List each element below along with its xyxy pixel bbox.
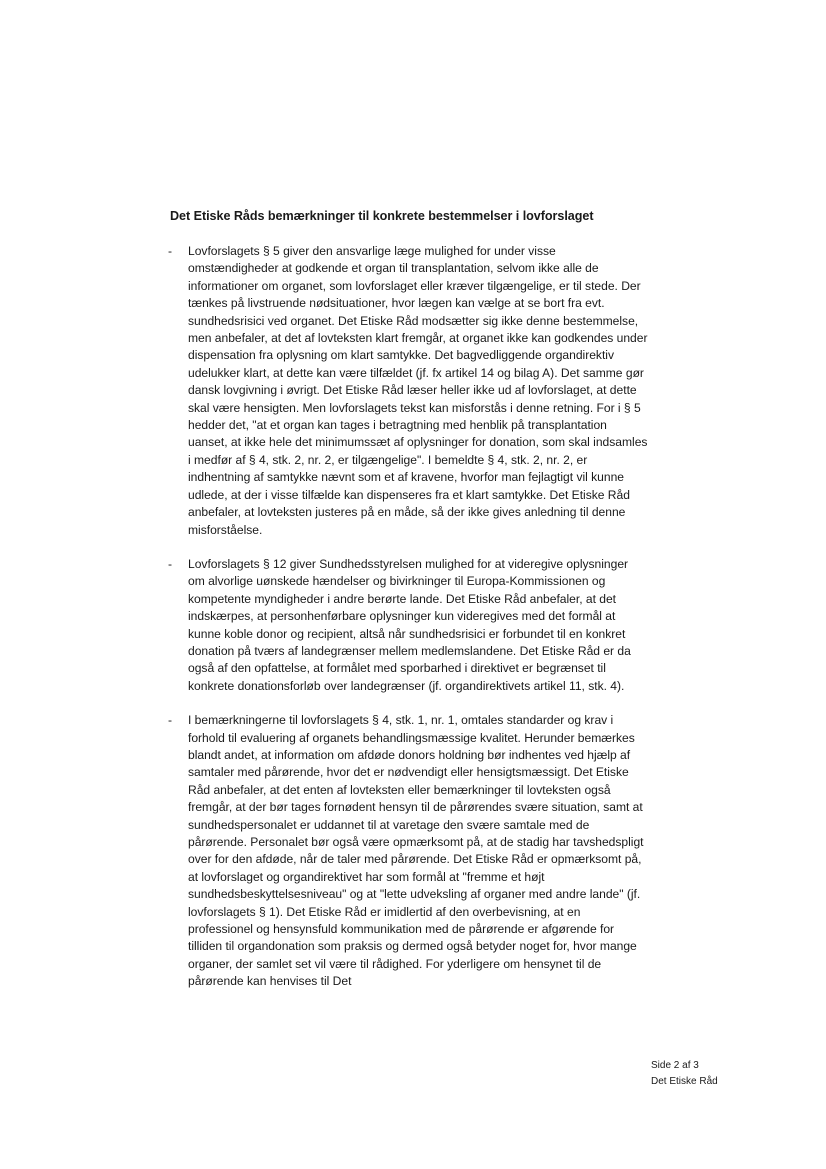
page-footer — [651, 1058, 718, 1090]
list-item — [168, 243, 648, 539]
list-item — [168, 712, 648, 991]
list-item — [168, 556, 648, 695]
list-item-text: I bemærkningerne til lovforslagets § 4, stk. 1, nr. 1, omtales standarder og krav i forhold til evaluering af organets behandlingsmæssige kvalitet. Herunder bemærkes blandt andet, at information om afdøde donors holdning bør indhentes ved hjælp af samtaler med pårørende, hvor det er nødvendigt eller hensigtsmæssigt. Det Etiske Råd anbefaler, at det enten af lovteksten eller bemærkninger til lovteksten også fremgår, at der bør tages fornødent hensyn til de pårørendes svære situation, samt at sundhedspersonalet er uddannet til at varetage den svære samtale med de pårørende. Personalet bør også være opmærksomt på, at de stadig har tavshedspligt over for den afdøde, når de taler med pårørende. Det Etiske Råd er opmærksomt på, at lovforslaget og organdirektivet har som formål at "fremme et højt sundhedsbeskyttelsesniveau" og at "lette udveksling af organer med andre lande" (jf. lovforslagets § 1). Det Etiske Råd er imidlertid af den overbevisning, at en professionel og hensynsfuld kommunikation med de pårørende er afgørende for tilliden til organdonation som praksis og dermed også betyder noget for, hvor mange organer, der samlet set vil være til rådighed. For yderligere om hensynet til de pårørende kan henvises til Det — [188, 713, 644, 989]
list-item-text: Lovforslagets § 5 giver den ansvarlige læge mulighed for under visse omstændigheder at godkende et organ til transplantation, selvom ikke alle de informationer om organet, som lovforslaget eller kræver tilgængelige, er til stede. Der tænkes på livstruende nødsituationer, hvor lægen kan vælge at se bort fra evt. sundhedsrisici ved organet. Det Etiske Råd modsætter sig ikke denne bestemmelse, men anbefaler, at det af lovteksten klart fremgår, at organet ikke kan godkendes under dispensation fra oplysning om klart samtykke. Det bagvedliggende organdirektiv udelukker klart, at dette kan være tilfældet (jf. fx artikel 14 og bilag A). Det samme gør dansk lovgivning i øvrigt. Det Etiske Råd læser heller ikke ud af lovforslaget, at dette skal være hensigten. Men lovforslagets tekst kan misforstås i denne retning. For i § 5 hedder det, "at et organ kan tages i betragtning med henblik på transplantation uanset, at ikke hele det minimumssæt af oplysninger for donation, som skal indsamles i medfør af § 4, stk. 2, nr. 2, er tilgængelige". I bemeldte § 4, stk. 2, nr. 2, er indhentning af samtykke nævnt som et af kravene, hvorfor man fejlagtigt vil kunne udlede, at der i visse tilfælde kan dispenseres fra et klart samtykke. Det Etiske Råd anbefaler, at lovteksten justeres på en måde, så der ikke gives anledning til denne misforståelse. — [188, 244, 648, 537]
section-heading: Det Etiske Råds bemærkninger til konkrete bestemmelser i lovforslaget — [170, 209, 594, 223]
page-number: Side 2 af 3 — [651, 1060, 699, 1071]
bullet-dash: - — [168, 556, 173, 571]
bullet-dash: - — [168, 713, 173, 728]
bullet-dash: - — [168, 244, 173, 258]
remarks-list — [168, 243, 648, 1008]
list-item-text: Lovforslagets § 12 giver Sundhedsstyrelsen mulighed for at videregive oplysninger om alvorlige uønskede hændelser og bivirkninger til Europa-Kommissionen og kompetente myndigheder i andre berørte lande. Det Etiske Råd anbefaler, at det indskærpes, at personhenførbare oplysninger kun videregives med det formål at kunne koble donor og recipient, altså når sundhedsrisici er forbundet til en konkret donation på tværs af landegrænser mellem medlemslandene. Det Etiske Råd er da også af den opfattelse, at formålet med sporbarhed i direktivet er begrænset til konkrete donationsforløb over landegrænser (jf. organdirektivets artikel 11, stk. 4). — [188, 556, 631, 693]
footer-organization: Det Etiske Råd — [651, 1076, 718, 1087]
